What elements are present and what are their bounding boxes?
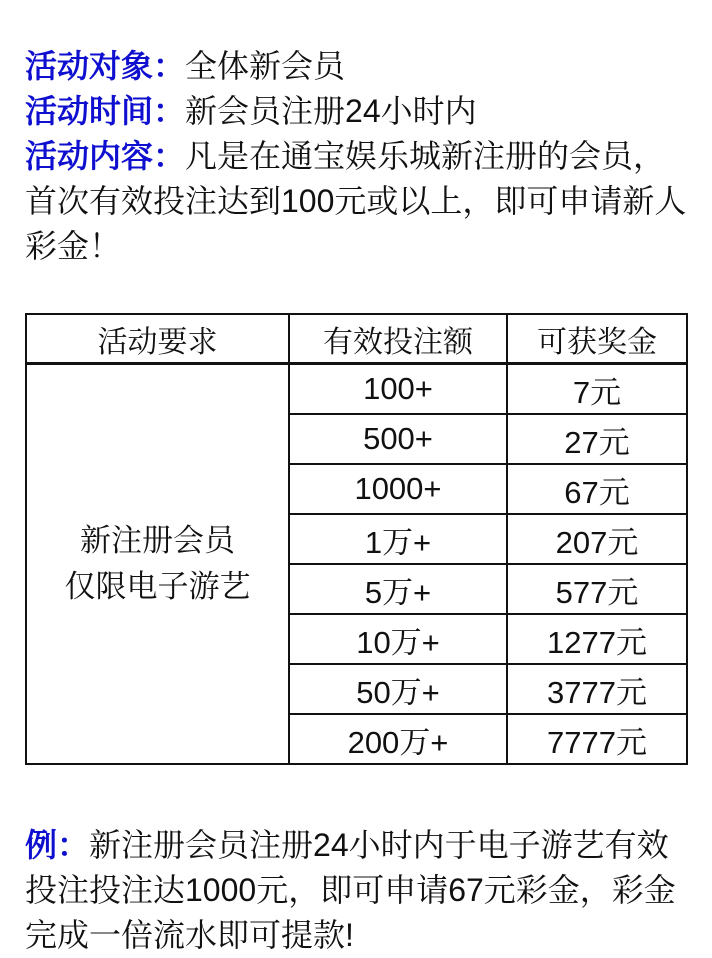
intro-label-target: 活动对象： [25, 48, 186, 84]
example-paragraph [25, 823, 689, 958]
table-cell-bet: 10万+ [289, 614, 507, 664]
table-cell-requirement [26, 364, 289, 765]
table-header-requirement: 活动要求 [26, 314, 289, 364]
example-text: 新注册会员注册24小时内于电子游艺有效投注投注达1000元，即可申请67元彩金，彩金完成一倍流水即可提款! [25, 827, 676, 953]
table-cell-bonus: 577元 [507, 564, 687, 614]
table-cell-bet: 500+ [289, 414, 507, 464]
intro-text-target: 全体新会员 [185, 48, 346, 84]
table-cell-bet: 1000+ [289, 464, 507, 514]
table-header-bet-amount: 有效投注额 [289, 314, 507, 364]
table-cell-bonus: 207元 [507, 514, 687, 564]
bonus-table-body [26, 364, 687, 765]
intro-line-content [25, 134, 689, 269]
table-cell-bet: 1万+ [289, 514, 507, 564]
example-label: 例： [25, 827, 90, 863]
intro-text-content: 凡是在通宝娱乐城新注册的会员，首次有效投注达到100元或以上，即可申请新人彩金！ [25, 138, 687, 264]
table-row [26, 364, 687, 415]
table-header-bonus: 可获奖金 [507, 314, 687, 364]
table-cell-bonus: 67元 [507, 464, 687, 514]
intro-line-time [25, 89, 689, 134]
table-cell-bonus: 27元 [507, 414, 687, 464]
table-header-row [26, 314, 687, 364]
table-cell-bonus: 7元 [507, 364, 687, 415]
intro-line-target [25, 44, 689, 89]
table-cell-bet: 100+ [289, 364, 507, 415]
table-cell-bonus: 7777元 [507, 714, 687, 764]
intro-text-time: 新会员注册24小时内 [185, 93, 477, 129]
intro-label-content: 活动内容： [25, 138, 186, 174]
bonus-table [25, 313, 688, 765]
requirement-line2: 仅限电子游艺 [64, 569, 251, 604]
requirement-line1: 新注册会员 [80, 523, 235, 558]
table-cell-bonus: 1277元 [507, 614, 687, 664]
table-cell-bet: 200万+ [289, 714, 507, 764]
table-cell-bet: 5万+ [289, 564, 507, 614]
table-cell-bonus: 3777元 [507, 664, 687, 714]
intro-label-time: 活动时间： [25, 93, 186, 129]
table-cell-bet: 50万+ [289, 664, 507, 714]
